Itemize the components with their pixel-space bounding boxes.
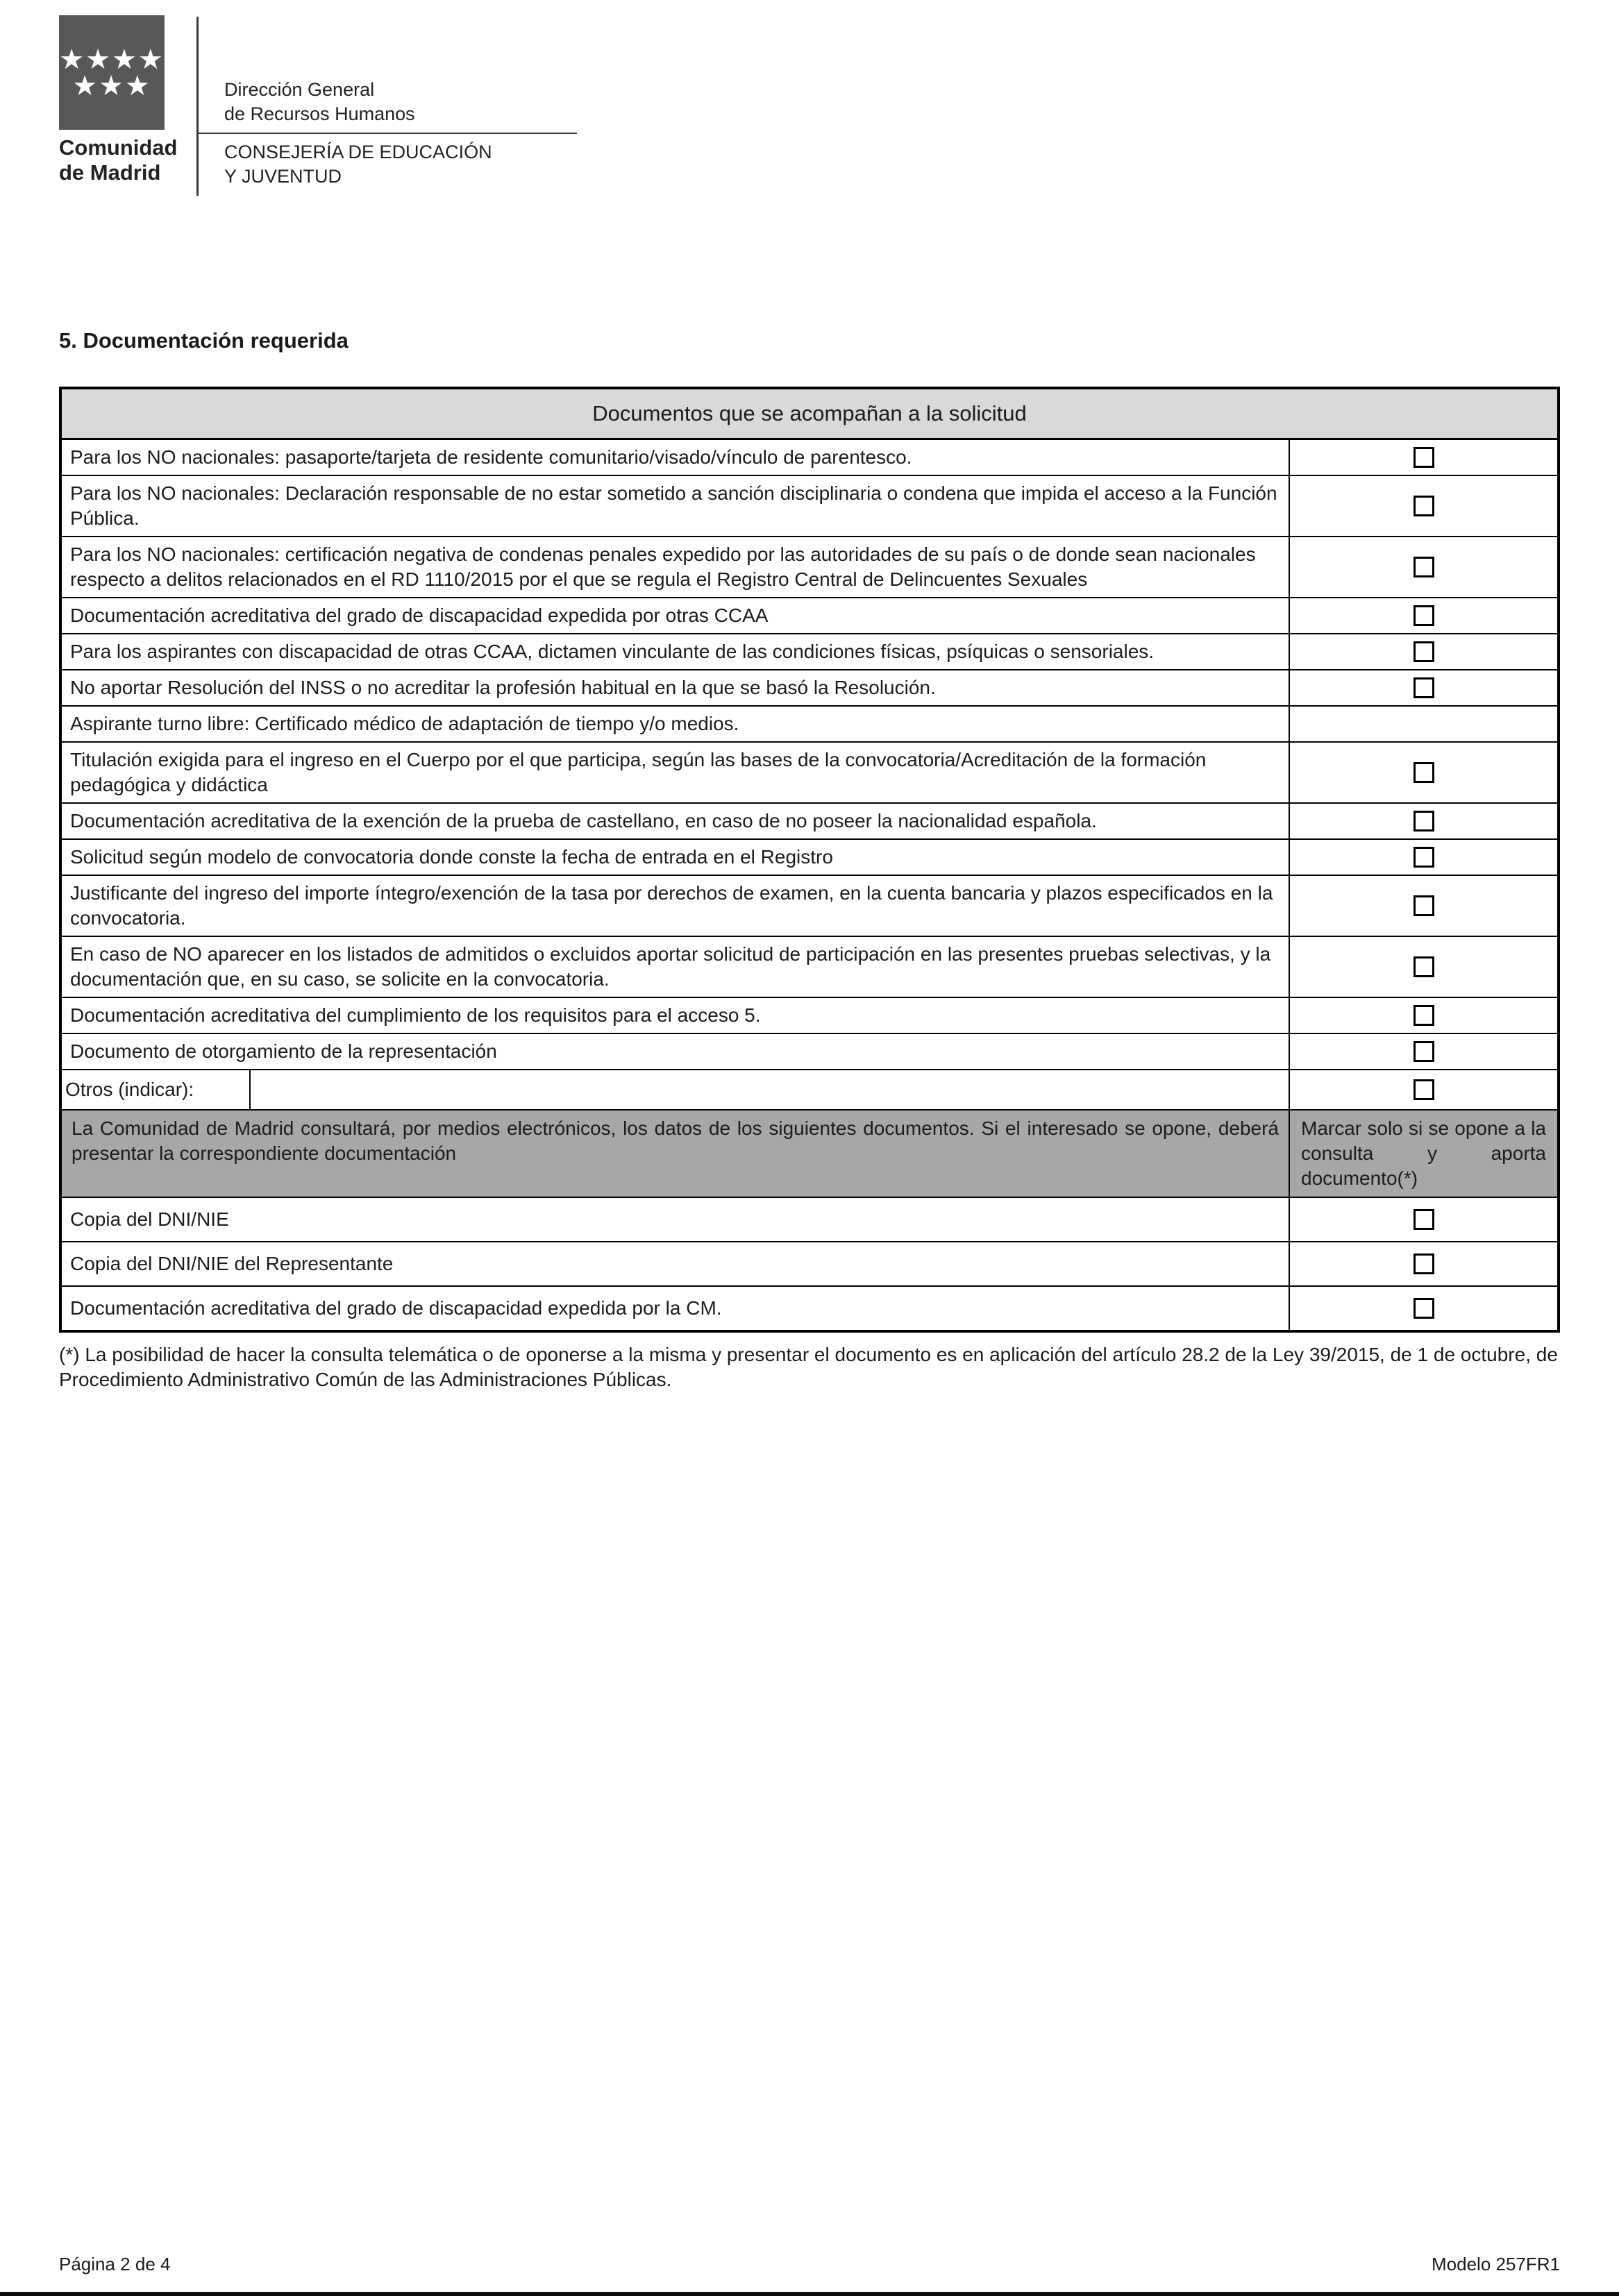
- document-row: [62, 937, 1557, 998]
- org-line: CONSEJERÍA DE EDUCACIÓN: [224, 142, 492, 162]
- checkbox-cell: [1290, 440, 1557, 475]
- document-checkbox[interactable]: [1414, 557, 1434, 577]
- document-label: Justificante del ingreso del importe íntegro/exención de la tasa por derechos de examen, en la cuenta bancaria y plazos especificados en la convocatoria.: [62, 876, 1290, 936]
- document-row: [62, 840, 1557, 876]
- checkbox-cell: [1290, 634, 1557, 669]
- document-row: [62, 1198, 1557, 1242]
- document-checkbox[interactable]: [1414, 895, 1434, 916]
- document-checkbox[interactable]: [1414, 447, 1434, 468]
- model-number: Modelo 257FR1: [1432, 2254, 1560, 2274]
- document-row: [62, 634, 1557, 670]
- checkbox-cell: [1290, 937, 1557, 997]
- checkbox-cell: [1290, 476, 1557, 536]
- document-label: Para los NO nacionales: Declaración responsable de no estar sometido a sanción disciplinaria o condena que impida el acceso a la Función Pública.: [62, 476, 1290, 536]
- checkbox-cell: [1290, 707, 1557, 741]
- document-label: No aportar Resolución del INSS o no acreditar la profesión habitual en la que se basó la Resolución.: [62, 670, 1290, 705]
- consult-header-row: [62, 1111, 1557, 1198]
- document-label: Documentación acreditativa de la exención de la prueba de castellano, en caso de no poseer la nacionalidad española.: [62, 804, 1290, 838]
- checkbox-cell: [1290, 537, 1557, 597]
- logo-wordmark: [59, 135, 196, 185]
- consult-rows: [62, 1198, 1557, 1330]
- document-label: Copia del DNI/NIE: [62, 1198, 1290, 1241]
- document-checkbox[interactable]: [1414, 496, 1434, 516]
- document-label: Copia del DNI/NIE del Representante: [62, 1242, 1290, 1285]
- direccion-general-block: [224, 78, 577, 126]
- otros-label: Otros (indicar):: [62, 1070, 251, 1109]
- document-row: [62, 440, 1557, 476]
- document-row: [62, 804, 1557, 840]
- checkbox-cell: [1290, 743, 1557, 802]
- comunidad-madrid-logo: [59, 15, 196, 185]
- org-line: Dirección General: [224, 79, 375, 100]
- document-label: En caso de NO aparecer en los listados de admitidos o excluidos aportar solicitud de participación en las presentes pruebas selectivas, y la documentación que, en su caso, se solicite en la convocatoria.: [62, 937, 1290, 997]
- table-title: Documentos que se acompañan a la solicitud: [62, 389, 1557, 440]
- org-line: de Recursos Humanos: [224, 103, 415, 124]
- section-title: 5. Documentación requerida: [59, 328, 349, 353]
- document-checkbox[interactable]: [1414, 605, 1434, 626]
- document-label: Aspirante turno libre: Certificado médico de adaptación de tiempo y/o medios.: [62, 707, 1290, 741]
- document-checkbox[interactable]: [1414, 1209, 1434, 1230]
- checkbox-cell: [1290, 1242, 1557, 1285]
- madrid-flag-icon: [59, 15, 165, 130]
- document-checkbox[interactable]: [1414, 847, 1434, 868]
- document-label: Documentación acreditativa del grado de discapacidad expedida por la CM.: [62, 1287, 1290, 1330]
- footnote: (*) La posibilidad de hacer la consulta telemática o de oponerse a la misma y presentar el documento es en aplicación del artículo 28.2 de la Ley 39/2015, de 1 de octubre, de Procedimiento Administrativo Común de las Administraciones Públicas.: [59, 1344, 1558, 1390]
- otros-row: [62, 1070, 1557, 1111]
- letterhead: [59, 15, 1560, 199]
- flag-stars-row: ★★★★: [59, 44, 165, 75]
- document-row: [62, 1242, 1557, 1287]
- document-checkbox[interactable]: [1414, 1298, 1434, 1319]
- checkbox-cell: [1290, 598, 1557, 633]
- checklist-rows: [62, 440, 1557, 1070]
- document-checkbox[interactable]: [1414, 641, 1434, 662]
- checkbox-cell: [1290, 670, 1557, 705]
- document-label: Para los aspirantes con discapacidad de otras CCAA, dictamen vinculante de las condiciones físicas, psíquicas o sensoriales.: [62, 634, 1290, 669]
- consult-statement: La Comunidad de Madrid consultará, por medios electrónicos, los datos de los siguientes documentos. Si el interesado se opone, deberá presentar la correspondiente documentación: [62, 1111, 1290, 1197]
- checkbox-cell: [1290, 998, 1557, 1033]
- document-row: [62, 537, 1557, 598]
- document-row: [62, 1287, 1557, 1330]
- checkbox-cell: [1290, 876, 1557, 936]
- document-row: [62, 670, 1557, 707]
- document-checkbox[interactable]: [1414, 1005, 1434, 1026]
- document-row: [62, 1034, 1557, 1070]
- document-checkbox[interactable]: [1414, 677, 1434, 698]
- consult-note: Marcar solo si se opone a la consulta y aporta documento(*): [1301, 1117, 1546, 1189]
- document-label: Solicitud según modelo de convocatoria donde conste la fecha de entrada en el Registro: [62, 840, 1290, 875]
- document-row: [62, 707, 1557, 743]
- document-checkbox[interactable]: [1414, 1253, 1434, 1274]
- document-label: Documentación acreditativa del cumplimiento de los requisitos para el acceso 5.: [62, 998, 1290, 1033]
- document-checkbox[interactable]: [1414, 956, 1434, 977]
- document-row: [62, 476, 1557, 537]
- checkbox-cell: [1290, 1198, 1557, 1241]
- document-checkbox[interactable]: [1414, 811, 1434, 832]
- document-row: [62, 743, 1557, 804]
- checkbox-cell: [1290, 804, 1557, 838]
- checkbox-cell: [1290, 1070, 1557, 1109]
- header-horizontal-divider: [199, 133, 577, 134]
- otros-checkbox[interactable]: [1414, 1079, 1434, 1100]
- checkbox-cell: [1290, 1034, 1557, 1069]
- document-label: Titulación exigida para el ingreso en el Cuerpo por el que participa, según las bases de la convocatoria/Acreditación de la formación pedagógica y didáctica: [62, 743, 1290, 802]
- document-label: Para los NO nacionales: pasaporte/tarjeta de residente comunitario/visado/vínculo de parentesco.: [62, 440, 1290, 475]
- document-row: [62, 598, 1557, 634]
- document-label: Documento de otorgamiento de la representación: [62, 1034, 1290, 1069]
- otros-input[interactable]: [251, 1070, 1290, 1109]
- documents-table: [59, 387, 1560, 1333]
- org-names: [199, 15, 577, 189]
- document-checkbox[interactable]: [1414, 762, 1434, 783]
- page-footer: [59, 2254, 1560, 2275]
- flag-stars-row: ★★★: [72, 70, 151, 101]
- checkbox-cell: [1290, 1287, 1557, 1330]
- page-number: Página 2 de 4: [59, 2254, 171, 2274]
- document-label: Para los NO nacionales: certificación negativa de condenas penales expedido por las autoridades de su país o de donde sean nacionales respecto a delitos relacionados en el RD 1110/2015 por el que se regula el Registro Central de Delincuentes Sexuales: [62, 537, 1290, 597]
- document-label: Documentación acreditativa del grado de discapacidad expedida por otras CCAA: [62, 598, 1290, 633]
- logo-text-line: Comunidad: [59, 135, 178, 160]
- document-checkbox[interactable]: [1414, 1041, 1434, 1062]
- consejeria-block: [224, 140, 577, 189]
- document-row: [62, 876, 1557, 937]
- page-bottom-edge: [0, 2292, 1619, 2296]
- logo-text-line: de Madrid: [59, 160, 161, 185]
- document-row: [62, 998, 1557, 1034]
- org-line: Y JUVENTUD: [224, 166, 342, 187]
- checkbox-cell: [1290, 840, 1557, 875]
